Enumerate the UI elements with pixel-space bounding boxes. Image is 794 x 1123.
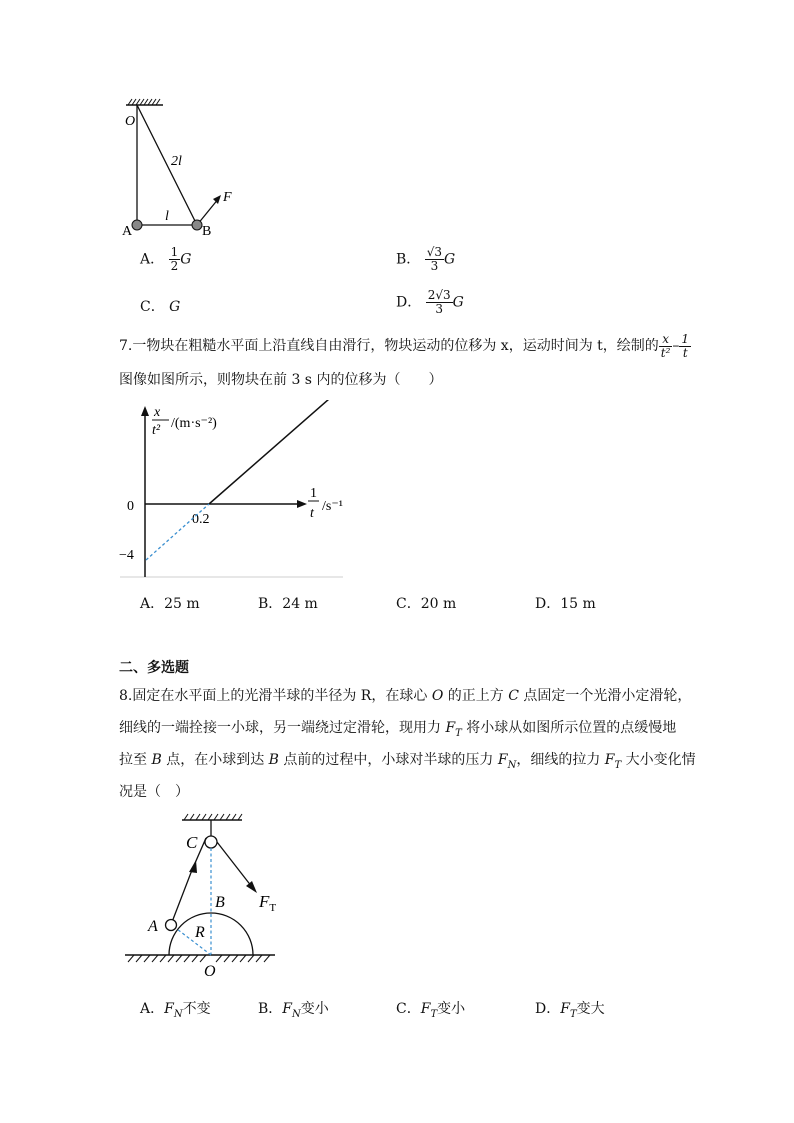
fig3-label-C: C xyxy=(186,833,198,852)
q6-option-d[interactable]: D． $\frac{2√3}{3}$ G xyxy=(396,288,464,316)
section-title-multi-choice: 二、多选题 xyxy=(119,660,189,676)
q6-b-fraction: $\frac{√3}{3}$ xyxy=(426,245,443,273)
fig3-label-A: A xyxy=(148,918,158,935)
q8-stem-line2: 细线的一端拴接一小球，另一端绕过定滑轮，现用力 $F_T$ 将小球从如图所示位置的点缓慢地 xyxy=(119,720,677,739)
data-line-dashed xyxy=(146,504,209,560)
q7-option-b[interactable]: B．24 m xyxy=(258,596,318,612)
fig3-label-R: R xyxy=(195,924,205,941)
q8-option-a[interactable]: A．$F_N$不变 xyxy=(140,1001,211,1020)
fig1-label-l: l xyxy=(165,209,169,224)
q8-option-b[interactable]: B．$F_N$变小 xyxy=(258,1001,329,1020)
fig1-label-O: O xyxy=(125,114,136,129)
x-axis-arrow xyxy=(297,500,307,508)
q6-option-a[interactable]: A． $\frac{1}{2}$ G xyxy=(140,245,192,273)
q7-stem-line1: 7.一物块在粗糙水平面上沿直线自由滑行，物块运动的位移为 x，运动时间为 t，绘制的 $\frac{x}{\text{t²}}$ – $\frac{1}{t}$ xyxy=(119,331,690,360)
q6-option-b[interactable]: B． $\frac{√3}{3}$ G xyxy=(396,245,456,273)
q8-stem-line3: 拉至 B 点，在小球到达 B 点前的过程中，小球对半球的压力 $F_N$，细线的拉力 $F_T$ 大小变化情 xyxy=(119,752,696,771)
fig3-label-O: O xyxy=(204,963,216,980)
q7-xt-graph xyxy=(115,400,350,585)
q7-option-d[interactable]: D．15 m xyxy=(535,596,596,612)
xlabel-den: t xyxy=(310,506,314,521)
q6-option-c[interactable]: C． G xyxy=(140,299,181,315)
q6-a-fraction: $\frac{1}{2}$ xyxy=(170,245,179,273)
ylabel-den: t² xyxy=(152,423,161,438)
y-axis-arrow xyxy=(141,406,149,416)
fig1-label-B: B xyxy=(202,224,212,239)
ylabel-unit: /(m·s⁻²) xyxy=(171,416,217,431)
q8-option-d[interactable]: D．$F_T$变大 xyxy=(535,1001,605,1020)
fig3-label-B: B xyxy=(215,894,225,911)
x-intercept-label: 0.2 xyxy=(192,512,210,527)
q8-option-c[interactable]: C．$F_T$变小 xyxy=(396,1001,466,1020)
q7-stem-line2: 图像如图所示，则物块在前 3 s 内的位移为（ ） xyxy=(119,372,443,388)
q8-stem-line1: 8.固定在水平面上的光滑半球的半径为 R，在球心 O 的正上方 C 点固定一个光滑小定滑轮， xyxy=(119,688,692,704)
q7-option-c[interactable]: C．20 m xyxy=(396,596,457,612)
figure-hemisphere-pulley xyxy=(120,810,285,982)
y-intercept-label: −4 xyxy=(119,548,134,563)
q7-option-a[interactable]: A．25 m xyxy=(140,596,200,612)
xlabel-unit: /s⁻¹ xyxy=(322,499,343,514)
q6-d-fraction: $\frac{2√3}{3}$ xyxy=(427,288,451,316)
fig1-label-2l: 2l xyxy=(171,154,182,169)
xlabel-num: 1 xyxy=(310,486,317,501)
fig3-label-FT: $F_T$ xyxy=(259,892,277,914)
q8-stem-line4: 况是（ ） xyxy=(119,784,189,800)
data-line-solid xyxy=(209,400,337,504)
fig1-label-A: A xyxy=(122,224,133,239)
origin-label: 0 xyxy=(127,499,134,514)
ylabel-num: x xyxy=(154,405,161,420)
fig1-label-F: F xyxy=(223,190,232,205)
figure-rod-string xyxy=(115,95,255,240)
